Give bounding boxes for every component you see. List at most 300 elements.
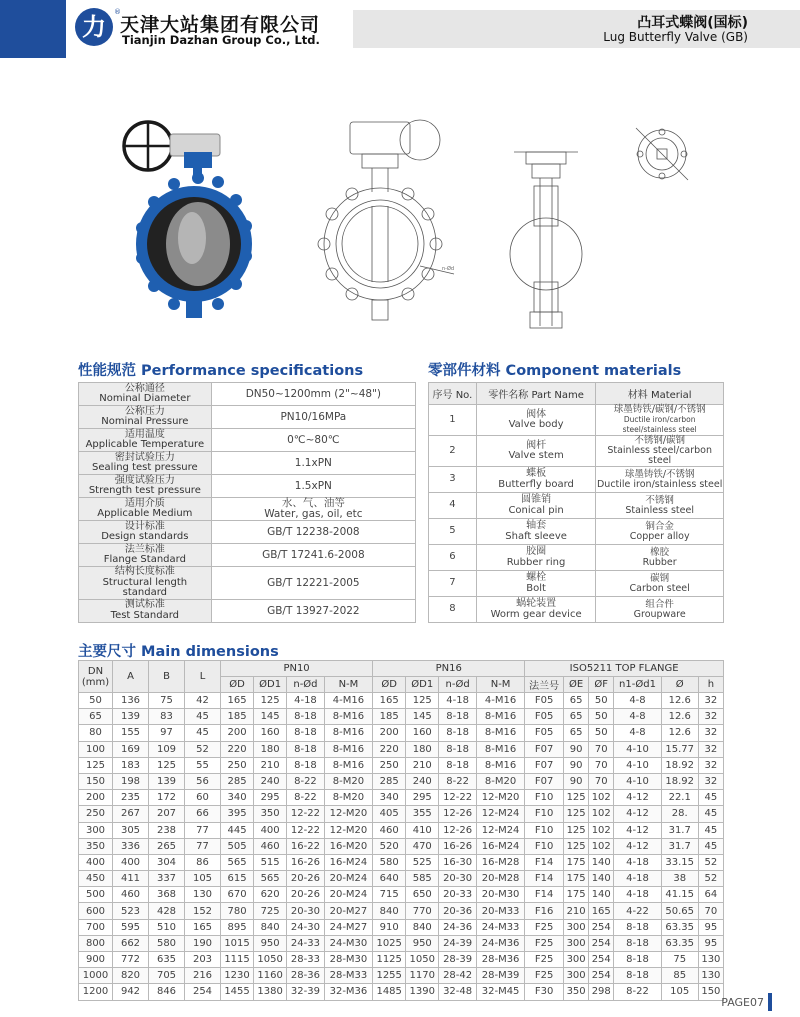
dim-cell: 20-26: [287, 871, 325, 887]
dim-cell: 336: [113, 838, 149, 854]
dim-cell: 75: [149, 693, 185, 709]
col-header-pn10: PN10: [221, 661, 373, 677]
dim-cell: 172: [149, 790, 185, 806]
dim-cell: 254: [589, 935, 614, 951]
dim-cell: 8-M20: [324, 773, 372, 789]
dim-cell: 295: [254, 790, 287, 806]
component-material-cn: 不锈钢/碳钢: [634, 435, 686, 446]
table-row: [79, 822, 724, 838]
dim-cell: 70: [589, 741, 614, 757]
dim-cell: 50: [79, 693, 113, 709]
dim-cell: 210: [254, 757, 287, 773]
dim-cell: 895: [221, 919, 254, 935]
valve-front-drawing: [302, 118, 462, 328]
component-material-en: Ductile iron/carbon steel/stainless steel: [622, 415, 697, 434]
dim-cell: 254: [185, 984, 221, 1000]
performance-value-text: GB/T 13927-2022: [267, 604, 360, 617]
table-row: [79, 887, 724, 903]
performance-label-cn: 测试标准: [124, 599, 165, 610]
dim-cell: 4-10: [614, 773, 661, 789]
performance-title: 性能规范 Performance specifications: [78, 363, 364, 379]
dim-cell: 15.77: [661, 741, 698, 757]
performance-table: [78, 382, 416, 623]
performance-value: [211, 498, 415, 521]
dim-cell: 203: [185, 952, 221, 968]
performance-row: [79, 429, 416, 452]
component-material-en: Stainless steel/carbon steel: [607, 445, 713, 466]
performance-value: [211, 475, 415, 498]
component-material-cn: 球墨铸铁/碳钢/不锈钢: [613, 404, 706, 415]
dim-cell: F30: [525, 984, 564, 1000]
component-row: [429, 405, 724, 436]
dim-cell: 136: [113, 693, 149, 709]
performance-row: [79, 599, 416, 622]
performance-row: [79, 406, 416, 429]
dim-cell: 70: [589, 773, 614, 789]
dim-cell: 32-48: [439, 984, 477, 1000]
performance-label: [79, 475, 212, 498]
dim-cell: 350: [254, 806, 287, 822]
table-row: [79, 903, 724, 919]
performance-label: [79, 498, 212, 521]
dim-cell: 525: [406, 854, 439, 870]
performance-value-text: PN10/16MPa: [280, 411, 347, 423]
performance-label-cn: 适用温度: [124, 428, 165, 440]
dim-cell: 12-22: [439, 790, 477, 806]
col-header-l: L: [185, 661, 221, 693]
dim-cell: 12-M20: [324, 822, 372, 838]
component-material-en: Copper alloy: [629, 530, 690, 542]
performance-value: [211, 429, 415, 452]
dim-cell: 460: [113, 887, 149, 903]
dim-subheader: 法兰号: [525, 677, 564, 693]
dim-cell: 295: [406, 790, 439, 806]
table-row: [79, 952, 724, 968]
performance-row: [79, 567, 416, 600]
component-no: 7: [429, 571, 477, 597]
dim-cell: 63.35: [661, 935, 698, 951]
dim-cell: 210: [564, 903, 589, 919]
col-header-no: 序号 No.: [429, 383, 477, 405]
dim-cell: 22.1: [661, 790, 698, 806]
component-name-cn: 轴套: [526, 520, 547, 531]
dim-cell: 20-36: [439, 903, 477, 919]
component-no: 5: [429, 519, 477, 545]
dim-cell: 102: [589, 806, 614, 822]
dim-cell: 145: [406, 709, 439, 725]
dim-cell: 75: [661, 952, 698, 968]
dim-cell: 8-18: [614, 952, 661, 968]
component-material-cn: 橡胶: [650, 546, 670, 558]
dim-cell: F07: [525, 741, 564, 757]
performance-value: [211, 567, 415, 600]
dim-cell: 198: [113, 773, 149, 789]
dim-cell: 105: [185, 871, 221, 887]
dim-cell: 95: [698, 919, 723, 935]
dim-cell: 285: [373, 773, 406, 789]
dim-cell: 183: [113, 757, 149, 773]
components-table: [428, 382, 724, 623]
dim-cell: 130: [698, 968, 723, 984]
dim-cell: 60: [185, 790, 221, 806]
dim-cell: 18.92: [661, 773, 698, 789]
dim-cell: F07: [525, 773, 564, 789]
dim-cell: 400: [79, 854, 113, 870]
dim-cell: 411: [113, 871, 149, 887]
table-row: [79, 757, 724, 773]
dim-cell: F10: [525, 822, 564, 838]
table-row: [79, 709, 724, 725]
dim-cell: 175: [564, 887, 589, 903]
dim-cell: 12-26: [439, 806, 477, 822]
dim-cell: 428: [149, 903, 185, 919]
dim-cell: 52: [185, 741, 221, 757]
performance-label-cn: 公称通径: [124, 382, 165, 394]
dim-subheader: n-Ød: [287, 677, 325, 693]
dim-cell: 510: [149, 919, 185, 935]
dim-cell: 8-18: [439, 741, 477, 757]
performance-value: [211, 406, 415, 429]
performance-label-cn: 法兰标准: [124, 543, 165, 555]
dim-cell: 210: [406, 757, 439, 773]
component-no: 4: [429, 493, 477, 519]
component-name-cn: 阀体: [526, 408, 547, 420]
component-name-en: Rubber ring: [506, 556, 566, 568]
dim-cell: 50.65: [661, 903, 698, 919]
performance-row: [79, 452, 416, 475]
dim-cell: 8-22: [287, 790, 325, 806]
dim-cell: 16-26: [439, 838, 477, 854]
dim-cell: 705: [149, 968, 185, 984]
performance-label: [79, 406, 212, 429]
dim-cell: 4-18: [287, 693, 325, 709]
dim-cell: 185: [373, 709, 406, 725]
dim-cell: 8-22: [439, 773, 477, 789]
dim-cell: 8-18: [439, 725, 477, 741]
dim-cell: 12-22: [287, 806, 325, 822]
dim-cell: 520: [373, 838, 406, 854]
dim-cell: 45: [698, 822, 723, 838]
dim-cell: 52: [698, 854, 723, 870]
component-material-en: Rubber: [642, 556, 677, 568]
dim-cell: 70: [698, 903, 723, 919]
table-row: [79, 968, 724, 984]
dim-cell: 145: [254, 709, 287, 725]
dim-cell: 900: [79, 952, 113, 968]
table-row: [79, 854, 724, 870]
dim-cell: 715: [373, 887, 406, 903]
dim-cell: 90: [564, 773, 589, 789]
dim-cell: 65: [564, 693, 589, 709]
dim-cell: 340: [221, 790, 254, 806]
col-header-part: 零件名称 Part Name: [476, 383, 596, 405]
performance-value-text: 水、气、油等: [281, 497, 345, 509]
dim-cell: 20-M33: [476, 903, 524, 919]
dim-cell: 102: [589, 838, 614, 854]
performance-label-en: Structural length standard: [102, 576, 188, 598]
dim-cell: 20-M24: [324, 871, 372, 887]
dim-cell: 160: [254, 725, 287, 741]
dim-cell: 130: [185, 887, 221, 903]
dim-cell: 180: [254, 741, 287, 757]
performance-value: [211, 544, 415, 567]
dim-cell: 77: [185, 838, 221, 854]
dim-cell: F10: [525, 806, 564, 822]
dim-cell: 585: [406, 871, 439, 887]
dim-cell: 24-M27: [324, 919, 372, 935]
dim-cell: 298: [589, 984, 614, 1000]
performance-label: [79, 544, 212, 567]
performance-label-en: Strength test pressure: [88, 485, 201, 496]
dim-cell: F25: [525, 935, 564, 951]
col-header-b: B: [149, 661, 185, 693]
component-name-en: Valve stem: [508, 450, 564, 461]
dim-cell: 28-M39: [476, 968, 524, 984]
dim-cell: 4-M16: [324, 693, 372, 709]
dim-cell: 285: [221, 773, 254, 789]
performance-label-cn: 公称压力: [124, 405, 165, 417]
dim-cell: 165: [373, 693, 406, 709]
dim-cell: 31.7: [661, 838, 698, 854]
dim-cell: F14: [525, 871, 564, 887]
dim-cell: 4-18: [614, 887, 661, 903]
component-name: [476, 436, 596, 467]
dim-cell: 12-M24: [476, 822, 524, 838]
dim-cell: 300: [564, 968, 589, 984]
dim-cell: 83: [149, 709, 185, 725]
component-name-en: Valve body: [508, 419, 564, 430]
dim-cell: 175: [564, 871, 589, 887]
dim-cell: 16-30: [439, 854, 477, 870]
dim-cell: 340: [373, 790, 406, 806]
component-name-cn: 蜗轮装置: [516, 598, 557, 609]
dim-cell: 155: [113, 725, 149, 741]
table-row: [79, 773, 724, 789]
components-title: 零部件材料 Component materials: [428, 363, 682, 379]
performance-value-text: GB/T 17241.6-2008: [262, 549, 365, 561]
dim-cell: 28-42: [439, 968, 477, 984]
dim-cell: 190: [185, 935, 221, 951]
performance-label-cn: 结构长度标准: [114, 566, 175, 577]
performance-value-text: GB/T 12221-2005: [267, 576, 360, 589]
performance-label: [79, 429, 212, 452]
dim-cell: 700: [79, 919, 113, 935]
performance-label-en: Design standards: [101, 531, 189, 542]
dim-cell: 12-M20: [324, 806, 372, 822]
dim-cell: 1200: [79, 984, 113, 1000]
performance-label-en: Sealing test pressure: [92, 462, 198, 473]
dim-cell: 24-M30: [324, 935, 372, 951]
dim-cell: 254: [589, 919, 614, 935]
dim-cell: 235: [113, 790, 149, 806]
dim-cell: 8-18: [614, 919, 661, 935]
dim-cell: 600: [79, 903, 113, 919]
dim-cell: 350: [79, 838, 113, 854]
component-material-en: Stainless steel: [625, 504, 694, 516]
dim-cell: 220: [373, 741, 406, 757]
dim-subheader: ØD: [373, 677, 406, 693]
dim-cell: 28-M36: [476, 952, 524, 968]
table-row: [79, 838, 724, 854]
performance-label-en: Nominal Diameter: [99, 393, 191, 404]
dim-cell: 20-30: [439, 871, 477, 887]
dim-cell: 1115: [221, 952, 254, 968]
table-row: [79, 725, 724, 741]
performance-value-text: DN50~1200mm (2"~48"): [245, 388, 381, 400]
dim-cell: 140: [589, 871, 614, 887]
table-row: [79, 806, 724, 822]
dim-cell: 8-M16: [324, 725, 372, 741]
dim-cell: 140: [589, 887, 614, 903]
dim-cell: 400: [113, 854, 149, 870]
dimensions-title: 主要尺寸 Main dimensions: [78, 644, 279, 660]
dim-cell: 800: [79, 935, 113, 951]
component-material-en: Groupware: [633, 608, 686, 620]
dim-cell: 130: [698, 952, 723, 968]
dim-cell: F10: [525, 790, 564, 806]
performance-row: [79, 498, 416, 521]
dim-subheader: Ø: [661, 677, 698, 693]
dim-cell: 16-M24: [324, 854, 372, 870]
dim-cell: 300: [564, 935, 589, 951]
dim-cell: 165: [589, 903, 614, 919]
dim-cell: 8-M16: [476, 757, 524, 773]
dim-cell: 180: [406, 741, 439, 757]
dim-cell: 300: [564, 952, 589, 968]
dim-cell: 337: [149, 871, 185, 887]
dim-cell: 16-22: [287, 838, 325, 854]
component-material-cn: 碳钢: [650, 572, 670, 584]
component-name-cn: 圆锥销: [521, 494, 552, 505]
component-row: [429, 597, 724, 623]
dim-cell: 24-39: [439, 935, 477, 951]
component-name-cn: 螺栓: [526, 572, 547, 583]
dim-subheader: ØD1: [254, 677, 287, 693]
dim-cell: 238: [149, 822, 185, 838]
dim-cell: 16-M20: [324, 838, 372, 854]
component-material: [596, 545, 724, 571]
dim-cell: 4-8: [614, 693, 661, 709]
dim-cell: 4-12: [614, 822, 661, 838]
component-material: [596, 405, 724, 436]
registered-mark: ®: [114, 8, 121, 16]
table-row: [79, 871, 724, 887]
dim-cell: 32-M36: [324, 984, 372, 1000]
component-no: 2: [429, 436, 477, 467]
dim-cell: 650: [406, 887, 439, 903]
dim-cell: 4-12: [614, 790, 661, 806]
dim-cell: 772: [113, 952, 149, 968]
dim-cell: 1050: [406, 952, 439, 968]
dim-cell: 207: [149, 806, 185, 822]
component-name: [476, 545, 596, 571]
component-no: 3: [429, 467, 477, 493]
dim-cell: 140: [589, 854, 614, 870]
dim-cell: 64: [698, 887, 723, 903]
dim-cell: F14: [525, 854, 564, 870]
dimensions-table: [78, 660, 724, 1001]
dim-cell: F16: [525, 903, 564, 919]
dim-cell: 12-M24: [476, 806, 524, 822]
dim-cell: 8-M16: [476, 741, 524, 757]
dim-cell: 12-22: [287, 822, 325, 838]
dim-cell: 4-18: [614, 854, 661, 870]
dim-cell: 250: [79, 806, 113, 822]
dim-cell: 18.92: [661, 757, 698, 773]
dim-cell: 942: [113, 984, 149, 1000]
dim-cell: 20-30: [287, 903, 325, 919]
dim-cell: 63.35: [661, 919, 698, 935]
component-material-cn: 组合件: [645, 598, 674, 610]
component-row: [429, 519, 724, 545]
company-name-cn: 天津大站集团有限公司: [120, 14, 321, 36]
product-title-cn: 凸耳式蝶阀(国标): [637, 15, 748, 31]
dim-cell: 16-M28: [476, 854, 524, 870]
dim-cell: 20-26: [287, 887, 325, 903]
drawing-dim-label: n-Ød: [442, 266, 455, 272]
component-no: 1: [429, 405, 477, 436]
component-material: [596, 493, 724, 519]
dim-cell: 100: [79, 741, 113, 757]
dim-cell: 820: [113, 968, 149, 984]
dim-cell: 20-33: [439, 887, 477, 903]
valve-product-photo: [118, 108, 258, 330]
dim-cell: 670: [221, 887, 254, 903]
performance-row: [79, 383, 416, 406]
dim-cell: 840: [373, 903, 406, 919]
dim-cell: 8-M16: [476, 709, 524, 725]
component-name-en: Bolt: [526, 582, 546, 594]
dim-cell: 8-18: [439, 757, 477, 773]
dim-cell: 8-18: [614, 968, 661, 984]
dim-cell: 220: [221, 741, 254, 757]
dim-cell: 950: [406, 935, 439, 951]
dim-cell: 4-12: [614, 838, 661, 854]
dim-cell: 185: [221, 709, 254, 725]
dim-cell: 460: [254, 838, 287, 854]
performance-label-en: Nominal Pressure: [101, 416, 189, 427]
dim-cell: 470: [406, 838, 439, 854]
component-row: [429, 436, 724, 467]
dim-cell: 4-18: [439, 693, 477, 709]
dim-cell: 460: [373, 822, 406, 838]
component-material: [596, 597, 724, 623]
dim-subheader: n-Ød: [439, 677, 477, 693]
dim-cell: 28-M30: [324, 952, 372, 968]
dim-cell: 20-M30: [476, 887, 524, 903]
dim-cell: F14: [525, 887, 564, 903]
dim-cell: 55: [185, 757, 221, 773]
dim-cell: 580: [373, 854, 406, 870]
dim-cell: 1485: [373, 984, 406, 1000]
dim-cell: 1390: [406, 984, 439, 1000]
performance-value-text-2: Water, gas, oil, etc: [264, 508, 363, 520]
dim-cell: 4-22: [614, 903, 661, 919]
dim-cell: 56: [185, 773, 221, 789]
component-material-cn: 不锈钢: [645, 494, 674, 506]
dim-cell: 1000: [79, 968, 113, 984]
dim-cell: 840: [254, 919, 287, 935]
dim-cell: 350: [564, 984, 589, 1000]
dim-cell: 12.6: [661, 725, 698, 741]
dim-cell: 139: [113, 709, 149, 725]
dim-cell: 1125: [373, 952, 406, 968]
dim-cell: 32-39: [287, 984, 325, 1000]
top-flange-drawing: [626, 118, 706, 188]
performance-label-en: Flange Standard: [103, 554, 186, 565]
dim-cell: F25: [525, 952, 564, 968]
dim-cell: 8-M16: [476, 725, 524, 741]
